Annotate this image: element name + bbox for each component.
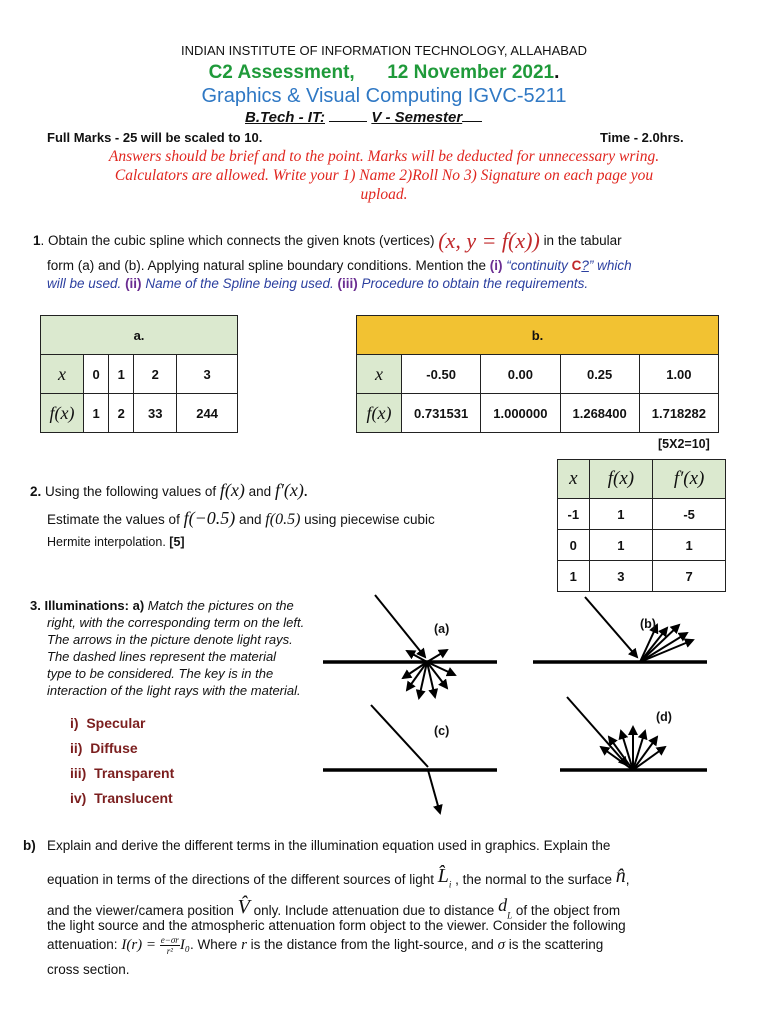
eq-rhs: I₀	[179, 937, 191, 954]
q1-text: . Obtain the cubic spline which connects the given knots (vertices)	[40, 233, 435, 248]
table-b-cell: 1.000000	[481, 394, 560, 433]
q3b-line2	[47, 865, 630, 890]
q3b-text: attenuation:	[47, 937, 118, 953]
q2-marks: [5]	[169, 535, 185, 549]
r-symbol: r	[241, 937, 247, 954]
instruction-line: Calculators are allowed. Write your 1) Name 2)Roll No 3) Signature on each page you	[114, 167, 654, 184]
figure-a	[323, 595, 497, 698]
q1-math: (x, y = f(x))	[438, 228, 540, 253]
q3-number: 3.	[30, 598, 41, 613]
eq-denominator: r²	[166, 946, 173, 956]
q1-line2	[47, 258, 632, 273]
table-b-cell: -0.50	[402, 355, 481, 394]
q3-desc-line: The arrows in the picture denote light rays.	[47, 632, 293, 647]
q2-text: Estimate the values of	[47, 512, 180, 527]
assessment-title: C2 Assessment,	[208, 62, 355, 83]
q2-text: Hermite interpolation.	[47, 535, 166, 549]
q3b-line1	[23, 838, 610, 853]
distance-symbol: d	[498, 895, 508, 915]
table-b-f-label: f(x)	[357, 394, 402, 433]
q3b-line6: cross section.	[47, 962, 130, 977]
q2-line2	[47, 508, 435, 529]
q1-text: in the tabular	[543, 233, 622, 248]
table-a-cell: 33	[134, 394, 177, 433]
q3-part-a: a)	[132, 598, 145, 613]
semester: V - Semester	[371, 109, 463, 126]
q3b-text: , the normal to the surface	[455, 872, 612, 887]
table-hermite-header: f′(x)	[653, 460, 726, 499]
eq-lhs: I(r) =	[121, 937, 157, 954]
q3b-text: is the distance from the light-source, and	[250, 937, 494, 953]
viewer-symbol: V̂	[237, 896, 250, 918]
figure-b	[533, 597, 707, 662]
eq-fraction	[160, 935, 180, 956]
table-b-cell: 0.25	[560, 355, 639, 394]
q1-ii-label: (ii)	[125, 276, 142, 291]
q1-line1	[33, 228, 622, 254]
q1-ii-text: Name of the Spline being used.	[145, 276, 334, 291]
table-hermite-cell: 7	[653, 561, 726, 592]
q1-i-text2: ” which	[588, 258, 632, 273]
table-b-title: b.	[357, 316, 719, 355]
figure-d	[560, 697, 707, 770]
figure-label-a: (a)	[434, 622, 450, 636]
institute-name: INDIAN INSTITUTE OF INFORMATION TECHNOLOGY, ALLAHABAD	[181, 43, 587, 58]
table-a-cell: 2	[109, 394, 134, 433]
q2-number: 2.	[30, 484, 42, 499]
table-a-title: a.	[41, 316, 238, 355]
q3b-line4: the light source and the atmospheric attenuation form object to the viewer. Consider the following	[47, 918, 626, 933]
table-hermite	[557, 459, 726, 592]
table-a-cell: 3	[177, 355, 238, 394]
assessment-line	[0, 62, 768, 84]
table-a-cell: 1	[84, 394, 109, 433]
table-b	[356, 315, 719, 433]
q3-options	[70, 711, 174, 811]
table-b-cell: 1.718282	[639, 394, 718, 433]
q3b-line5	[47, 935, 603, 956]
q2-text: and	[239, 512, 262, 527]
normal-symbol: n̂	[615, 865, 626, 887]
q3b-text: is the scattering	[508, 937, 604, 953]
table-b-cell: 1.00	[639, 355, 718, 394]
table-a-x-label: x	[41, 355, 84, 394]
q3b-text: . Where	[190, 937, 238, 953]
q1-number: 1	[33, 233, 41, 248]
option-transparent: iii) Transparent	[70, 765, 175, 781]
course-title: Graphics & Visual Computing IGVC-5211	[201, 85, 567, 107]
q1-iii-label: (iii)	[337, 276, 358, 291]
q3-desc-line: type to be considered. The key is in the	[47, 666, 274, 681]
table-a	[40, 315, 238, 433]
q3b-text: only. Include attenuation due to distance	[253, 903, 495, 918]
q3b-text: ,	[625, 872, 630, 887]
q3-description	[30, 597, 360, 699]
table-b-cell: 0.731531	[402, 394, 481, 433]
q3-title: Illuminations:	[44, 598, 129, 613]
option-specular: i) Specular	[70, 715, 146, 731]
instruction-line: Answers should be brief and to the point. Marks will be deducted for unnecessary wring.	[108, 148, 660, 165]
q3b-line3	[47, 895, 620, 921]
q3b-text: Explain and derive the different terms in the illumination equation used in graphics. Explain the	[47, 838, 611, 853]
q3-desc-line: right, with the corresponding term on the left.	[47, 615, 305, 630]
instruction-line: upload.	[360, 186, 408, 203]
q2-text: using piecewise cubic	[304, 512, 435, 527]
q2-math: f(−0.5)	[183, 508, 236, 528]
q1-line3	[47, 276, 588, 291]
figure-label-d: (d)	[656, 710, 672, 724]
light-direction-sub: i	[448, 879, 452, 890]
table-hermite-header: f(x)	[589, 460, 653, 499]
table-a-cell: 0	[84, 355, 109, 394]
table-hermite-cell: -1	[558, 499, 590, 530]
distance-sub: L	[507, 910, 513, 921]
table-hermite-cell: 1	[589, 499, 653, 530]
q3-desc-line: The dashed lines represent the material	[47, 649, 277, 664]
q2-text: and	[248, 484, 272, 499]
q2-line1	[30, 480, 308, 501]
q3b-text: and the viewer/camera position	[47, 903, 234, 918]
light-direction-symbol: L̂	[437, 865, 449, 887]
table-a-f-label: f(x)	[41, 394, 84, 433]
program-line	[245, 109, 482, 126]
table-hermite-cell: 0	[558, 530, 590, 561]
table-b-x-label: x	[357, 355, 402, 394]
table-b-cell: 1.268400	[560, 394, 639, 433]
q3b-text: of the object from	[515, 903, 621, 918]
table-a-cell: 2	[134, 355, 177, 394]
q1-marks: [5X2=10]	[658, 437, 710, 451]
q3-desc-line: Match the pictures on the	[147, 598, 294, 613]
time-limit: Time - 2.0hrs.	[600, 130, 684, 145]
table-hermite-cell: 3	[589, 561, 653, 592]
assessment-date: 12 November 2021	[387, 62, 555, 83]
eq-numerator: e−σr	[160, 935, 179, 945]
q1-i-label: (i)	[489, 258, 503, 273]
q2-math: f(0.5)	[265, 511, 301, 528]
q1-iii-text: Procedure to obtain the requirements.	[361, 276, 589, 291]
q3b-text: equation in terms of the directions of the different sources of light	[47, 872, 434, 887]
program: B.Tech - IT:	[245, 109, 325, 126]
table-hermite-cell: -5	[653, 499, 726, 530]
table-hermite-cell: 1	[589, 530, 653, 561]
full-marks: Full Marks - 25 will be scaled to 10.	[47, 130, 263, 145]
figure-c	[323, 705, 497, 813]
q1-c-label: C	[571, 258, 582, 273]
table-hermite-cell: 1	[653, 530, 726, 561]
q1-c-q: ?	[581, 258, 589, 273]
table-a-cell: 1	[109, 355, 134, 394]
q1-text: form (a) and (b). Applying natural spline boundary conditions. Mention the	[47, 258, 487, 273]
table-hermite-cell: 1	[558, 561, 590, 592]
q2-line3	[47, 535, 185, 549]
table-hermite-header: x	[558, 460, 590, 499]
q2-text: Using the following values of	[45, 484, 217, 499]
table-a-cell: 244	[177, 394, 238, 433]
q3b-label: b)	[23, 838, 36, 853]
sigma-symbol: σ	[497, 937, 505, 954]
option-translucent: iv) Translucent	[70, 790, 173, 806]
date-dot: .	[554, 62, 560, 83]
instructions	[0, 147, 768, 204]
option-diffuse: ii) Diffuse	[70, 740, 138, 756]
q2-math: f(x)	[219, 480, 245, 500]
figure-label-c: (c)	[434, 724, 450, 738]
q2-math: f′(x).	[274, 480, 309, 500]
table-b-cell: 0.00	[481, 355, 560, 394]
q1-text: will be used.	[47, 276, 122, 291]
q1-i-text: “continuity	[506, 258, 568, 273]
q3-desc-line: interaction of the light rays with the material.	[47, 683, 301, 698]
illumination-figures	[315, 585, 735, 825]
figure-label-b: (b)	[640, 617, 656, 631]
